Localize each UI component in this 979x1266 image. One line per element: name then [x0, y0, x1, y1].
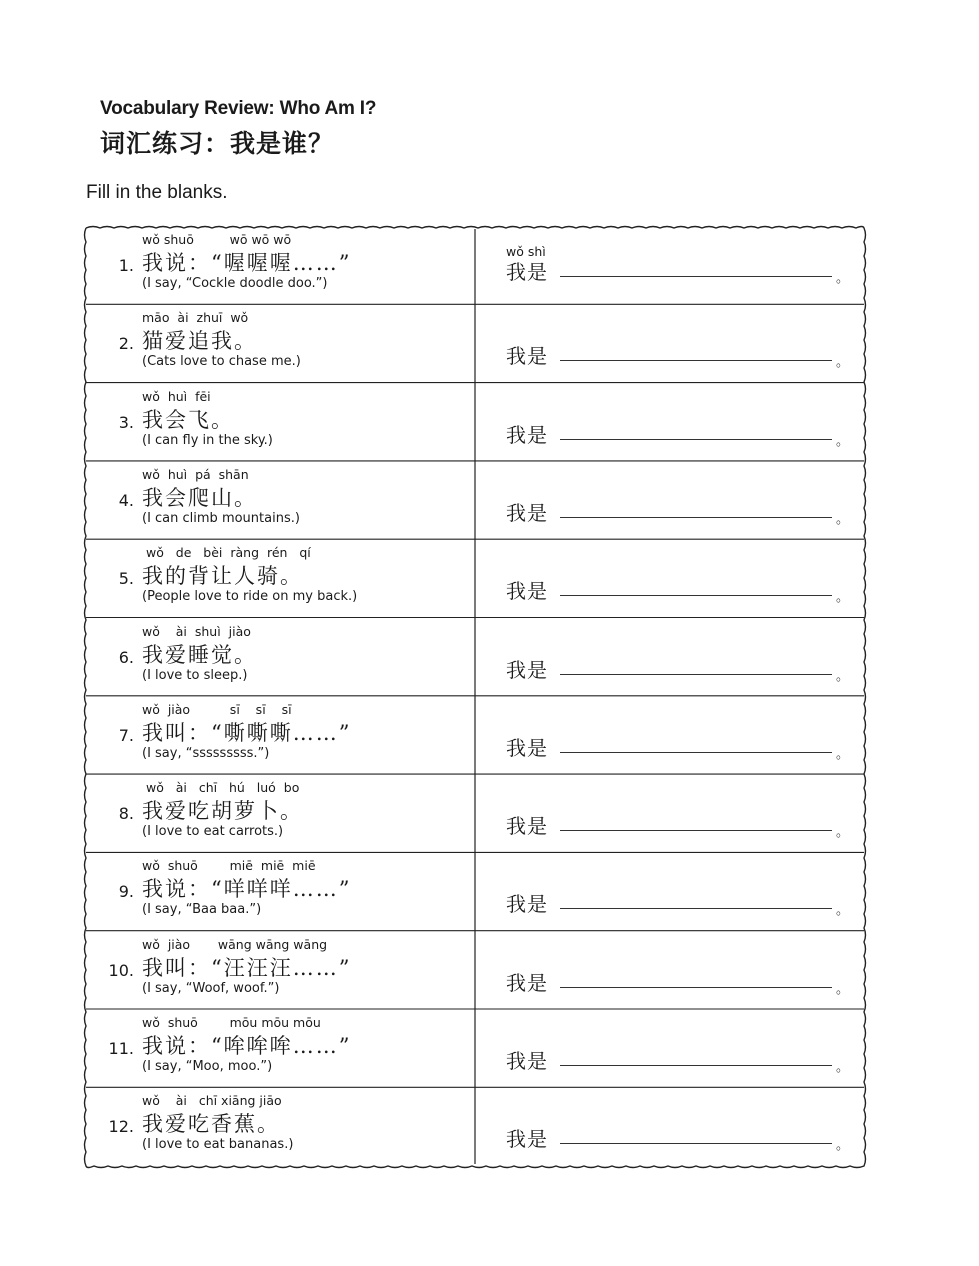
- question-english: (I say, “Baa baa.”): [142, 902, 262, 918]
- question-chinese: 我叫：“汪汪汪……”: [142, 955, 352, 980]
- question-english: (I say, “Moo, moo.”): [142, 1059, 273, 1074]
- instruction-text: Fill in the blanks.: [86, 182, 228, 203]
- answer-blank[interactable]: [560, 1065, 832, 1066]
- question-english: (I say, “Woof, woof.”): [142, 980, 280, 996]
- question-chinese: 我说：“咩咩咩……”: [142, 877, 352, 902]
- question-number: 6.: [118, 647, 134, 667]
- question-number: 7.: [118, 725, 134, 745]
- answer-label: 我是: [506, 422, 548, 447]
- answer-blank[interactable]: [560, 830, 832, 831]
- question-english: (I say, “sssssssss.”): [142, 745, 270, 761]
- question-chinese: 我爱吃香蕉。: [142, 1112, 280, 1137]
- question-pinyin: wǒ jiào sī sī sī: [142, 701, 292, 717]
- answer-period: 。: [836, 1138, 850, 1154]
- page-title-english: Vocabulary Review: Who Am I?: [100, 98, 377, 119]
- question-pinyin: wǒ ài chī hú luó bo: [142, 780, 300, 796]
- question-number: 10.: [108, 960, 134, 980]
- answer-period: 。: [836, 511, 850, 527]
- question-pinyin: wǒ jiào wāng wāng wāng: [142, 936, 328, 952]
- question-chinese: 我说：“哞哞哞……”: [142, 1034, 352, 1058]
- answer-pinyin: wǒ shì: [506, 244, 546, 259]
- answer-period: 。: [836, 981, 850, 997]
- question-english: (Cats love to chase me.): [142, 354, 301, 370]
- question-english: (I can climb mountains.): [142, 510, 300, 526]
- answer-label: 我是: [506, 1049, 548, 1073]
- answer-label: 我是: [506, 814, 548, 839]
- answer-blank[interactable]: [560, 360, 832, 361]
- answer-blank[interactable]: [560, 752, 832, 753]
- answer-label: 我是: [506, 500, 548, 525]
- question-pinyin: wǒ huì fēi: [142, 388, 211, 404]
- table-row: [90, 1087, 860, 1165]
- question-chinese: 我的背让人骑。: [142, 564, 303, 589]
- question-pinyin: wǒ ài chī xiāng jiāo: [142, 1093, 282, 1109]
- question-english: (I love to sleep.): [142, 667, 248, 683]
- answer-period: 。: [836, 825, 850, 841]
- question-pinyin: wǒ ài shuì jiào: [142, 623, 251, 639]
- answer-blank[interactable]: [560, 987, 832, 988]
- question-english: (I love to eat bananas.): [142, 1137, 294, 1153]
- answer-blank[interactable]: [560, 276, 832, 277]
- question-chinese: 我爱睡觉。: [142, 642, 257, 667]
- question-english: (I love to eat carrots.): [142, 824, 284, 840]
- answer-label: 我是: [506, 657, 548, 682]
- table-row: [90, 696, 860, 774]
- table-row: [90, 774, 860, 852]
- answer-blank[interactable]: [560, 595, 832, 596]
- answer-period: 。: [836, 433, 850, 449]
- table-row: [90, 618, 860, 696]
- answer-blank[interactable]: [560, 439, 832, 440]
- question-number: 12.: [108, 1117, 134, 1137]
- question-pinyin: wǒ shuō wō wō wō: [142, 232, 292, 247]
- question-pinyin: wǒ huì pá shān: [142, 466, 249, 482]
- table-row: [90, 539, 860, 617]
- answer-period: 。: [836, 590, 850, 606]
- table-row: [90, 1009, 860, 1087]
- answer-period: 。: [836, 1060, 850, 1075]
- question-english: (I can fly in the sky.): [142, 432, 273, 448]
- question-english: (People love to ride on my back.): [142, 589, 358, 605]
- vocabulary-table: [90, 226, 860, 1166]
- question-chinese: 我会飞。: [142, 407, 234, 432]
- answer-period: 。: [836, 746, 850, 762]
- answer-blank[interactable]: [560, 517, 832, 518]
- question-pinyin: wǒ shuō miē miē miē: [142, 858, 316, 874]
- question-number: 4.: [118, 490, 134, 510]
- answer-period: 。: [836, 355, 850, 371]
- answer-blank[interactable]: [560, 674, 832, 675]
- table-row: [90, 461, 860, 539]
- answer-label: 我是: [506, 1127, 548, 1152]
- question-pinyin: māo ài zhuī wǒ: [142, 310, 249, 326]
- question-number: 3.: [118, 412, 134, 432]
- table-row: [90, 383, 860, 461]
- answer-period: 。: [836, 903, 850, 919]
- table-row: [90, 931, 860, 1009]
- table-row: [90, 304, 860, 382]
- table-row: [90, 226, 860, 304]
- question-number: 11.: [108, 1039, 134, 1058]
- question-number: 8.: [118, 804, 134, 824]
- answer-label: 我是: [506, 579, 548, 604]
- question-chinese: 猫爱追我。: [142, 329, 257, 354]
- question-number: 1.: [118, 256, 134, 275]
- answer-period: 。: [836, 271, 850, 286]
- question-chinese: 我叫：“嘶嘶嘶……”: [142, 720, 352, 745]
- question-chinese: 我说：“喔喔喔……”: [142, 251, 352, 275]
- question-pinyin: wǒ de bèi ràng rén qí: [142, 545, 311, 561]
- question-number: 2.: [118, 334, 134, 354]
- question-pinyin: wǒ shuō mōu mōu mōu: [142, 1015, 321, 1030]
- answer-blank[interactable]: [560, 908, 832, 909]
- answer-period: 。: [836, 668, 850, 684]
- answer-label: 我是: [506, 735, 548, 760]
- question-english: (I say, “Cockle doodle doo.”): [142, 276, 328, 291]
- answer-label: 我是: [506, 344, 548, 369]
- table-row: [90, 852, 860, 930]
- answer-label: 我是: [506, 970, 548, 995]
- page-title-chinese: 词汇练习：我是谁？: [100, 129, 335, 158]
- question-number: 5.: [118, 569, 134, 589]
- answer-label: 我是: [506, 260, 548, 284]
- answer-label: 我是: [506, 892, 548, 917]
- answer-blank[interactable]: [560, 1143, 832, 1144]
- question-chinese: 我爱吃胡萝卜。: [142, 799, 303, 824]
- question-chinese: 我会爬山。: [142, 485, 257, 510]
- question-number: 9.: [118, 882, 134, 902]
